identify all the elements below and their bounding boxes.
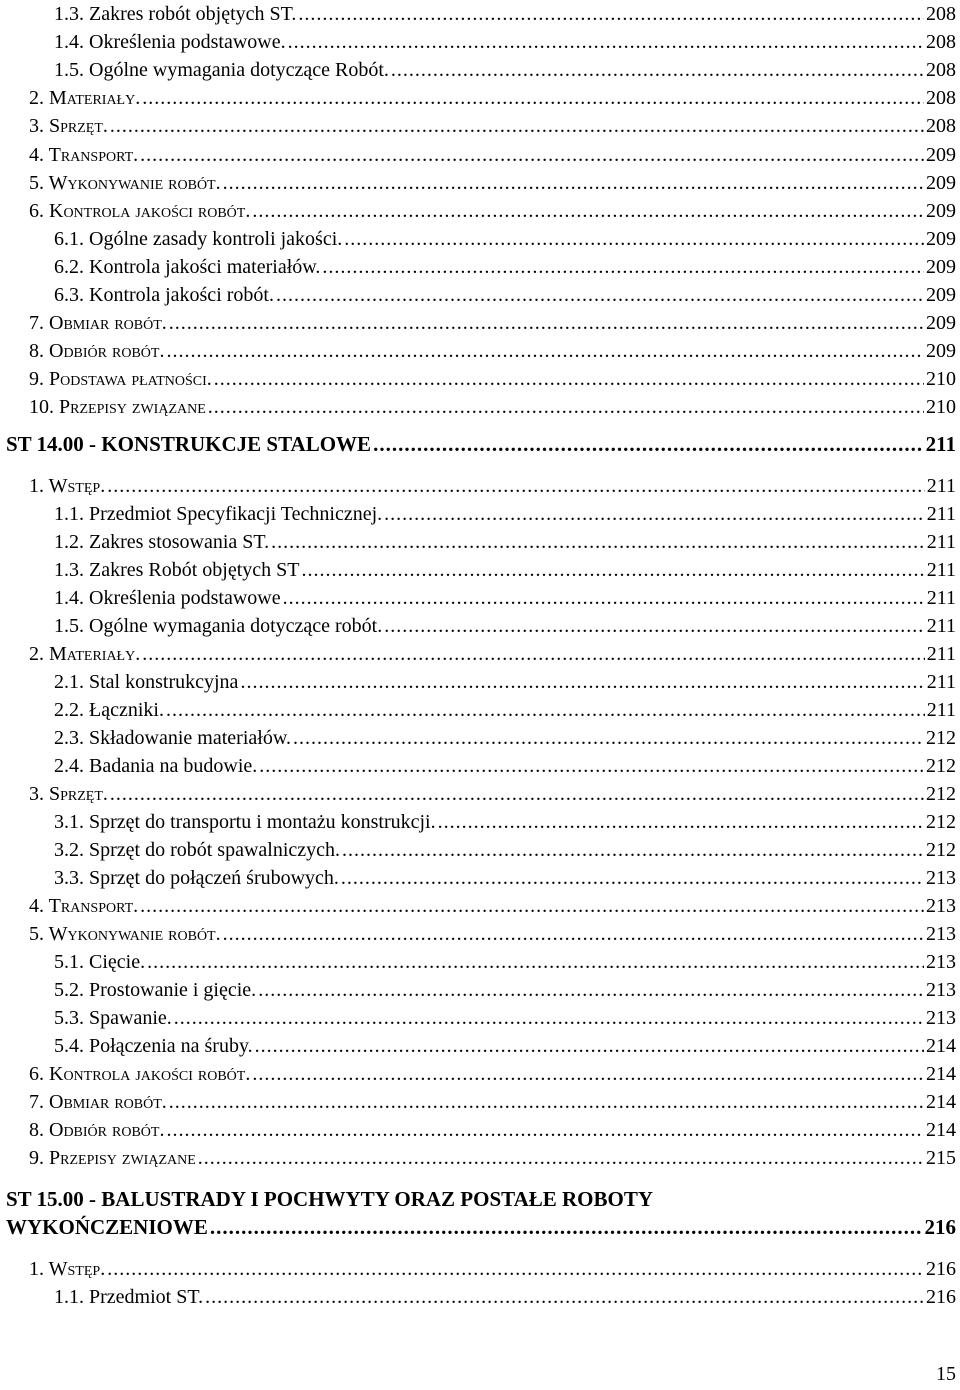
toc-entry[interactable] (54, 56, 956, 82)
toc-entry[interactable] (54, 668, 956, 694)
toc-entry[interactable] (29, 112, 956, 138)
toc-leader-dots (271, 530, 925, 554)
toc-entry-title: 8. Odbiór robót. (29, 1119, 165, 1141)
toc-entry-page: 208 (926, 31, 956, 54)
toc-entry[interactable] (54, 281, 956, 307)
toc-leader-dots (298, 2, 924, 26)
toc-entry-page: 211 (926, 559, 956, 581)
toc-entry-page: 213 (926, 895, 956, 917)
toc-entry-title: 6.3. Kontrola jakości robót. (54, 284, 274, 306)
toc-entry-title: 5.1. Cięcie. (54, 951, 146, 973)
toc-entry-page: 216 (926, 1258, 956, 1280)
toc-entry-title: 2.2. Łączniki. (54, 699, 164, 721)
toc-entry[interactable] (54, 612, 956, 638)
toc-entry-title: 1. Wstęp. (29, 475, 106, 497)
toc-leader-dots (110, 782, 924, 806)
toc-entry-page: 209 (926, 143, 956, 166)
toc-leader-dots (259, 754, 924, 778)
toc-entry[interactable] (29, 197, 956, 223)
toc-entry-title: 1. Wstęp. (29, 1258, 106, 1280)
toc-entry-title: 8. Odbiór robót. (29, 340, 165, 363)
toc-entry-page: 210 (926, 396, 956, 419)
toc-leader-dots (438, 810, 924, 834)
toc-entry-title: 2.4. Badania na budowie. (54, 755, 258, 777)
toc-entry-page: 211 (926, 699, 956, 721)
toc-leader-dots (342, 838, 924, 862)
toc-entry-page: 209 (926, 199, 956, 222)
toc-entry[interactable] (54, 528, 956, 554)
toc-leader-dots (147, 950, 924, 974)
toc-entry[interactable] (29, 393, 956, 419)
toc-entry-page: 212 (926, 839, 956, 861)
toc-leader-dots (283, 586, 925, 610)
toc-entry[interactable] (29, 1060, 956, 1086)
toc-entry-page: 209 (926, 284, 956, 306)
toc-entry-page: 213 (926, 923, 956, 945)
toc-leader-dots (341, 866, 924, 890)
toc-leader-dots (169, 1090, 924, 1114)
toc-entry[interactable] (29, 1116, 956, 1142)
toc-entry-title: 2.1. Stal konstrukcyjna (54, 671, 239, 693)
toc-leader-dots (214, 367, 924, 391)
toc-leader-dots (174, 1006, 924, 1030)
toc-leader-dots (276, 283, 924, 307)
toc-leader-dots (107, 474, 925, 498)
toc-entry-page: 211 (926, 503, 956, 525)
toc-entry[interactable] (29, 337, 956, 363)
toc-leader-dots (384, 614, 925, 638)
toc-entry[interactable] (29, 472, 956, 498)
toc-entry-title: 3.1. Sprzęt do transportu i montażu konstrukcji. (54, 811, 436, 833)
toc-entry[interactable] (54, 1032, 956, 1058)
toc-entry[interactable] (29, 640, 956, 666)
toc-entry-title: 4. Transport. (29, 143, 139, 166)
toc-entry-page: 209 (926, 312, 956, 335)
toc-leader-dots (288, 30, 924, 54)
toc-entry-title: 10. Przepisy związane (29, 396, 206, 419)
toc-leader-dots (210, 1215, 923, 1239)
st15-heading-line1: ST 15.00 - BALUSTRADY I POCHWYTY ORAZ POSTAŁE ROBOTY (6, 1187, 654, 1211)
toc-entry-page: 213 (926, 979, 956, 1001)
toc-leader-dots (166, 339, 924, 363)
toc-leader-dots (142, 642, 925, 666)
toc-leader-dots (258, 978, 924, 1002)
toc-entry[interactable] (29, 920, 956, 946)
toc-entry-title: 3.3. Sprzęt do połączeń śrubowych. (54, 867, 339, 889)
toc-leader-dots (205, 1285, 924, 1309)
toc-leader-dots (140, 894, 924, 918)
toc-entry-title: 1.5. Ogólne wymagania dotyczące robót. (54, 615, 383, 637)
toc-leader-dots (322, 255, 924, 279)
toc-entry-page: 212 (926, 755, 956, 777)
toc-entry[interactable] (54, 1004, 956, 1030)
toc-entry[interactable] (54, 500, 956, 526)
toc-entry-title: 1.3. Zakres robót objętych ST. (54, 3, 297, 25)
toc-entry-page: 216 (926, 1286, 956, 1308)
toc-leader-dots (240, 670, 924, 694)
toc-entry[interactable] (29, 309, 956, 335)
toc-leader-dots (293, 726, 924, 750)
toc-entry-page: 211 (926, 643, 956, 665)
toc-leader-dots (252, 199, 924, 223)
toc-entry[interactable] (54, 864, 956, 890)
toc-leader-dots (142, 86, 924, 110)
toc-entry[interactable] (54, 724, 956, 750)
toc-entry-title: 9. Podstawa płatności. (29, 368, 212, 391)
toc-entry-title: 5.2. Prostowanie i gięcie. (54, 979, 257, 1001)
toc-entry-page: 214 (926, 1091, 956, 1113)
toc-entry-title: 1.1. Przedmiot Specyfikacji Technicznej. (54, 503, 383, 525)
toc-entry[interactable] (54, 948, 956, 974)
toc-entry[interactable] (29, 365, 956, 391)
toc-entry-page: 209 (926, 255, 956, 278)
toc-entry-page: 210 (926, 368, 956, 391)
toc-entry-title: 6.2. Kontrola jakości materiałów. (54, 255, 321, 278)
toc-entry-page: 211 (926, 531, 956, 553)
toc-leader-dots (252, 1062, 924, 1086)
toc-entry-page: 212 (926, 727, 956, 749)
toc-entry[interactable] (54, 0, 956, 26)
toc-entry-title: 1.3. Zakres Robót objętych ST (54, 559, 300, 581)
toc-entry-title: 1.4. Określenia podstawowe (54, 587, 281, 609)
toc-entry[interactable] (29, 780, 956, 806)
toc-entry-page: 212 (926, 811, 956, 833)
toc-entry-title: 7. Obmiar robót. (29, 312, 167, 335)
toc-entry-page: 209 (926, 227, 956, 250)
toc-entry[interactable] (54, 225, 956, 251)
toc-entry-page: 211 (926, 475, 956, 497)
toc-section-heading[interactable] (6, 430, 956, 456)
toc-entry-title: 7. Obmiar robót. (29, 1091, 167, 1113)
toc-entry[interactable] (29, 1255, 956, 1281)
toc-leader-dots (169, 311, 924, 335)
toc-entry-page: 211 (926, 587, 956, 609)
toc-entry-page: 213 (926, 867, 956, 889)
toc-entry[interactable] (54, 696, 956, 722)
page-number: 15 (936, 1363, 956, 1385)
toc-entry-page: 213 (926, 1007, 956, 1029)
toc-entry[interactable] (54, 1283, 956, 1309)
toc-entry-page: 211 (926, 671, 956, 693)
toc-entry-title: 6. Kontrola jakości robót. (29, 199, 251, 222)
toc-entry-page: 214 (926, 1063, 956, 1085)
toc-entry[interactable] (54, 584, 956, 610)
toc-entry-page: 208 (926, 87, 956, 110)
toc-leader-dots (140, 143, 924, 167)
toc-entry-page: 208 (926, 115, 956, 138)
toc-leader-dots (302, 558, 925, 582)
toc-entry-title: ST 14.00 - KONSTRUKCJE STALOWE (6, 432, 372, 456)
toc-entry[interactable] (54, 253, 956, 279)
toc-entry-title: 5. Wykonywanie robót. (29, 171, 221, 194)
toc-entry-title: 5.4. Połączenia na śruby. (54, 1035, 253, 1057)
toc-entry-title: 2. Materiały. (29, 643, 141, 665)
toc-entry-title: 6. Kontrola jakości robót. (29, 1063, 251, 1085)
toc-entry[interactable] (54, 976, 956, 1002)
toc-entry-title: 5.3. Spawanie. (54, 1007, 172, 1029)
toc-leader-dots (166, 1118, 924, 1142)
toc-leader-dots (391, 58, 924, 82)
toc-entry-title: 1.1. Przedmiot ST. (54, 1286, 204, 1308)
toc-entry-title: 1.5. Ogólne wymagania dotyczące Robót. (54, 59, 389, 82)
toc-entry-page: 214 (926, 1119, 956, 1141)
st15-heading-line2[interactable] (6, 1213, 956, 1239)
toc-entry-page: 215 (926, 1147, 956, 1169)
toc-leader-dots (255, 1034, 924, 1058)
toc-leader-dots (107, 1257, 924, 1281)
toc-leader-dots (110, 114, 924, 138)
toc-entry-page: 209 (926, 340, 956, 363)
toc-leader-dots (344, 227, 924, 251)
toc-entry-page: 211 (925, 432, 956, 456)
toc-entry-page: 216 (924, 1215, 956, 1239)
toc-leader-dots (166, 698, 925, 722)
toc-entry-title: 3.2. Sprzęt do robót spawalniczych. (54, 839, 341, 861)
toc-entry[interactable] (54, 28, 956, 54)
toc-entry-title: 9. Przepisy związane (29, 1147, 196, 1169)
toc-entry-title: 6.1. Ogólne zasady kontroli jakości. (54, 227, 343, 250)
toc-entry-title: WYKOŃCZENIOWE (6, 1215, 208, 1239)
toc-entry-page: 208 (926, 59, 956, 82)
toc-entry[interactable] (29, 84, 956, 110)
toc-entry[interactable] (54, 808, 956, 834)
toc-entry-page: 214 (926, 1035, 956, 1057)
toc-entry[interactable] (29, 1144, 956, 1170)
toc-leader-dots (208, 395, 924, 419)
toc-entry-title: 5. Wykonywanie robót. (29, 923, 221, 945)
toc-entry[interactable] (29, 169, 956, 195)
toc-entry[interactable] (54, 752, 956, 778)
toc-entry-page: 212 (926, 783, 956, 805)
toc-entry[interactable] (29, 141, 956, 167)
toc-leader-dots (373, 432, 924, 456)
toc-entry-title: 4. Transport. (29, 895, 139, 917)
toc-entry-title: 1.4. Określenia podstawowe. (54, 31, 286, 54)
toc-entry[interactable] (29, 1088, 956, 1114)
toc-leader-dots (384, 502, 925, 526)
toc-entry-title: 3. Sprzęt. (29, 783, 108, 805)
toc-entry-page: 213 (926, 951, 956, 973)
toc-leader-dots (198, 1146, 924, 1170)
toc-entry-page: 209 (926, 171, 956, 194)
toc-entry-title: 2.3. Składowanie materiałów. (54, 727, 291, 749)
toc-leader-dots (223, 171, 924, 195)
toc-entry-title: 2. Materiały. (29, 87, 141, 110)
toc-leader-dots (223, 922, 924, 946)
toc-entry-title: 3. Sprzęt. (29, 115, 108, 138)
toc-entry[interactable] (29, 892, 956, 918)
toc-entry-title: 1.2. Zakres stosowania ST. (54, 531, 270, 553)
toc-entry-page: 208 (926, 3, 956, 25)
st15-heading (6, 1185, 956, 1213)
toc-entry[interactable] (54, 556, 956, 582)
toc-entry-page: 211 (926, 615, 956, 637)
toc-entry[interactable] (54, 836, 956, 862)
